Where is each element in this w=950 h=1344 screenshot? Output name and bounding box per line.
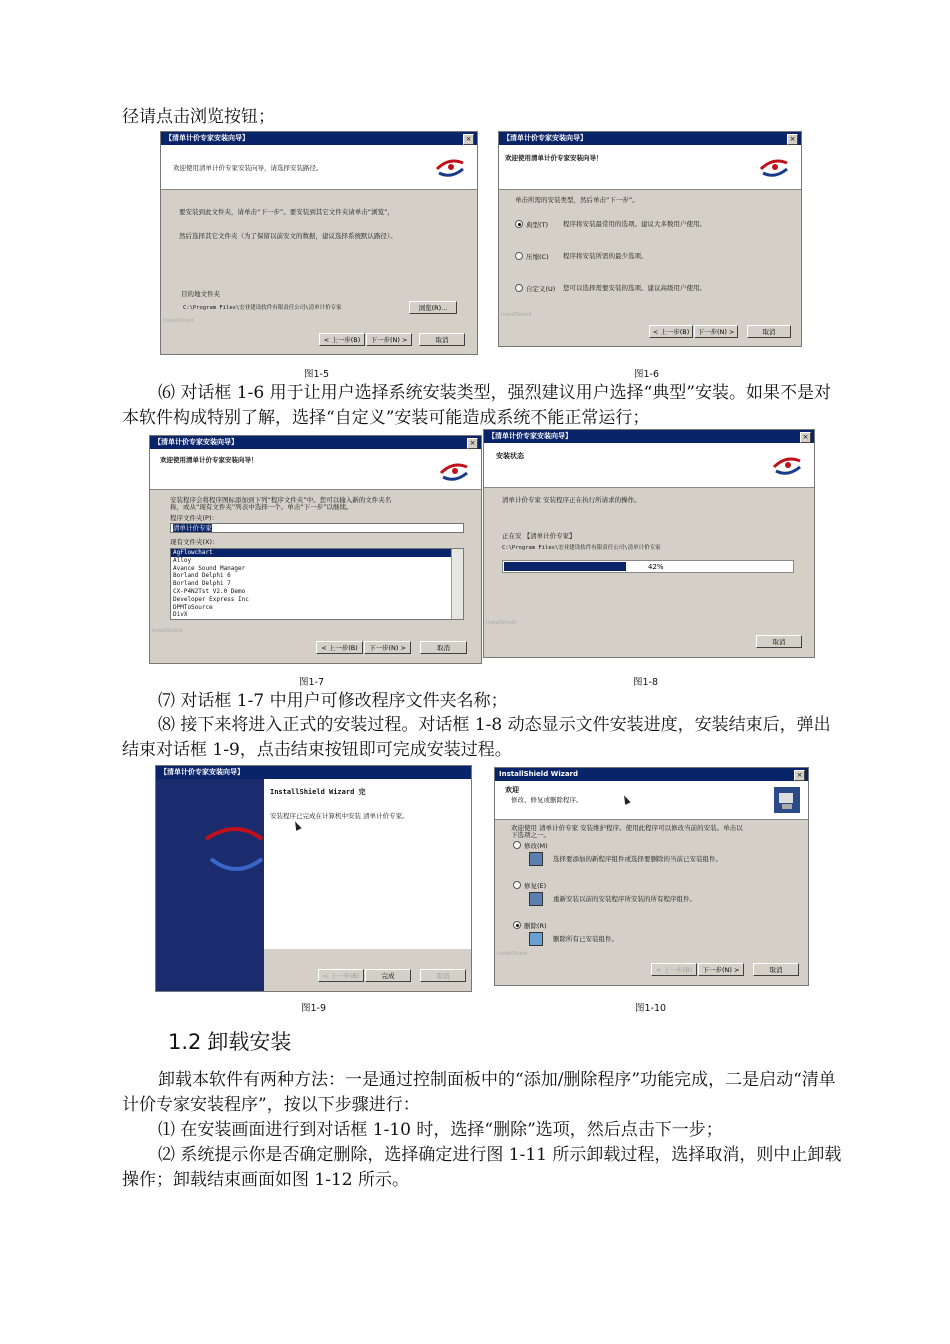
header-text: 欢迎使用清单计价专家安装向导！	[505, 154, 603, 162]
header-text: 欢迎使用清单计价专家安装向导！	[160, 456, 258, 464]
section-heading	[168, 1028, 291, 1056]
next-button[interactable]: 下一步(N) >	[364, 641, 411, 654]
folder-list-item[interactable]: Borland Delphi 6	[173, 572, 231, 580]
radio-icon	[513, 881, 521, 889]
close-icon[interactable]: ×	[800, 432, 811, 443]
paragraph-uninstall-step-1: ⑴ 在安装画面进行到对话框 1-10 时，选择“删除”选项，然后点击下一步；	[158, 1120, 723, 1140]
browse-button[interactable]: 浏览(R)...	[409, 301, 457, 314]
repair-package-icon	[529, 892, 543, 906]
back-button[interactable]: < 上一步(B)	[316, 641, 363, 654]
destination-label: 目的地文件夹	[181, 290, 220, 298]
dialog-fig-1-8	[483, 429, 815, 658]
installshield-watermark: InstallShield	[501, 312, 532, 318]
next-button[interactable]: 下一步(N) >	[694, 325, 738, 338]
intro-line-2: 下选项之一。	[511, 831, 550, 839]
side-logo-icon	[156, 779, 264, 959]
instruction-line-2: 然后选择其它文件夹（为了保留以前安文的数据，建议选择系统默认路径）。	[179, 232, 397, 240]
title-bar	[484, 430, 814, 443]
folder-list-item[interactable]: Alloy	[173, 556, 192, 564]
header-text: 安装状态	[496, 452, 524, 460]
existing-folders-list[interactable]	[170, 548, 464, 620]
paragraph-uninstall-step-2: ⑵ 系统提示你是否确定删除，选择确定进行图 1-11 所示卸载过程，选择取消，则中止卸载操作；卸载结束画面如图 1-12 所示。	[122, 1145, 842, 1190]
program-folder-input[interactable]	[170, 523, 464, 533]
window-title: 【清单计价专家安装向导】	[488, 432, 572, 440]
destination-path: C:\Program Files\宏业建设软件有限责任公司\清单计价专家	[183, 305, 342, 311]
caption-fig-1-8: 图1-8	[633, 677, 659, 688]
dialog-fig-1-10	[494, 767, 809, 986]
section-number: 1.2	[168, 1030, 202, 1054]
folder-list-item[interactable]: Developer Express Inc	[173, 595, 249, 603]
program-folder-label: 程序文件夹(P)：	[170, 514, 218, 522]
intro-line-1: 欢迎使用 清单计价专家 安装维护程序。使用此程序可以修改当前的安装。单击以	[511, 824, 743, 832]
paragraph-step-6: ⑹ 对话框 1-6 用于让用户选择系统安装类型，强烈建议用户选择“典型”安装。如果不是对本软件构成特别了解，选择“自定义”安装可能造成系统不能正常运行；	[122, 383, 831, 428]
repair-desc: 重新安装以前的安装程序所安装的所有程序组件。	[553, 895, 696, 903]
dialog-fig-1-6	[498, 131, 802, 347]
progress-percent: 42%	[648, 563, 664, 571]
finish-title: InstallShield Wizard 完	[270, 788, 366, 796]
header-text: 欢迎	[505, 786, 519, 794]
cancel-button[interactable]: 取消	[747, 325, 791, 338]
back-button[interactable]: < 上一步(B)	[318, 969, 364, 982]
modify-desc: 选择要添加的新程序组件或选择要删除的当前已安装组件。	[553, 855, 722, 863]
cancel-button[interactable]: 取消	[753, 963, 799, 976]
folder-list-item[interactable]: Avance Sound Manager	[173, 564, 246, 572]
paragraph-uninstall-intro: 卸载本软件有两种方法：一是通过控制面板中的“添加/删除程序”功能完成，二是启动“清单计价专家安装程序”，按以下步骤进行：	[122, 1070, 836, 1115]
wizard-header	[499, 145, 801, 190]
wizard-header	[161, 145, 477, 190]
back-button[interactable]: < 上一步(B)	[319, 333, 365, 346]
next-button[interactable]: 下一步(N) >	[698, 963, 744, 976]
type-typical-option[interactable]: 典型(T)	[515, 220, 548, 230]
radio-icon	[515, 284, 523, 292]
finish-text: 安装程序已完成在计算机中安装 清单计价专家。	[270, 812, 409, 820]
wizard-header	[484, 443, 814, 488]
window-title: 【清单计价专家安装向导】	[154, 438, 238, 446]
modify-package-icon	[529, 852, 543, 866]
title-bar	[495, 768, 808, 781]
window-title: InstallShield Wizard	[499, 770, 579, 778]
folder-list-item[interactable]: CX-P4N2Tst V2.0 Demo	[173, 587, 246, 595]
caption-fig-1-6: 图1-6	[634, 369, 660, 380]
list-scrollbar[interactable]	[451, 549, 463, 619]
caption-fig-1-10: 图1-10	[635, 1003, 667, 1014]
title-bar	[499, 132, 801, 145]
mouse-cursor-icon	[292, 820, 301, 831]
paragraph-step-7: ⑺ 对话框 1-7 中用户可修改程序文件夹名称；	[158, 691, 508, 711]
paragraph-browse-hint: 径请点击浏览按钮；	[122, 107, 275, 127]
cancel-button[interactable]: 取消	[756, 635, 802, 648]
radio-icon	[513, 841, 521, 849]
header-text: 欢迎使用清单计价专家安装向导，请选择安装路径。	[173, 164, 323, 172]
wizard-header	[495, 781, 808, 820]
finish-panel	[264, 779, 471, 949]
instruction-line-2: 称，或从“现有文件夹”列表中选择一个。单击“下一步”以继续。	[170, 503, 353, 511]
instruction-line-1: 安装程序会将程序图标添加到下列“程序文件夹”中。您可以输入新的文件夹名	[170, 496, 392, 504]
company-logo-icon	[437, 457, 471, 485]
radio-icon	[515, 252, 523, 260]
title-bar	[156, 766, 471, 779]
wizard-header	[150, 449, 481, 490]
finish-button[interactable]: 完成	[365, 969, 411, 982]
company-logo-icon	[757, 153, 791, 181]
mouse-cursor-icon	[621, 794, 630, 805]
cancel-button[interactable]: 取消	[419, 333, 465, 346]
close-icon[interactable]: ×	[467, 438, 478, 449]
folder-list-item[interactable]: Borland Delphi 7	[173, 580, 231, 588]
window-title: 【清单计价专家安装向导】	[165, 134, 249, 142]
instruction-line-1: 要安装到此文件夹，请单击“下一步”。要安装到其它文件夹请单击“浏览”，	[179, 208, 394, 216]
next-button[interactable]: 下一步(N) >	[366, 333, 412, 346]
dialog-fig-1-5	[160, 131, 478, 355]
title-bar	[150, 436, 481, 449]
installshield-watermark: InstallShield	[152, 628, 183, 634]
folder-list-item[interactable]: DPMToSource	[173, 603, 213, 611]
caption-fig-1-9: 图1-9	[301, 1003, 327, 1014]
install-path: C:\Program Files\宏业建设软件有限责任公司\清单计价专家	[502, 545, 661, 551]
window-title: 【清单计价专家安装向导】	[503, 134, 587, 142]
type-custom-desc: 您可以选择需要安装的选项。建议高级用户使用。	[563, 284, 706, 292]
installshield-watermark: InstallShield	[497, 951, 528, 957]
dialog-fig-1-7	[149, 435, 482, 664]
remove-option[interactable]: 删除(R)	[513, 921, 547, 931]
type-compact-desc: 程序将安装所需的最少选项。	[563, 252, 648, 260]
title-bar	[161, 132, 477, 145]
existing-folders-label: 现有文件夹(X)：	[170, 538, 219, 546]
type-typical-desc: 程序将安装最常用的选项。建议大多数用户使用。	[563, 220, 706, 228]
dialog-fig-1-9	[155, 765, 472, 992]
window-title: 【清单计价专家安装向导】	[160, 768, 244, 776]
installing-text: 正在安 【清单计价专家】	[502, 532, 576, 540]
type-prompt: 单击所需的安装类型，然后单击“下一步”。	[515, 196, 639, 204]
installshield-watermark: InstallShield	[486, 620, 517, 626]
cancel-button[interactable]: 取消	[420, 641, 467, 654]
section-title: 卸载安装	[207, 1030, 292, 1054]
header-subtext: 修改、修复或删除程序。	[511, 796, 583, 804]
radio-selected-icon	[513, 921, 521, 929]
type-compact-option[interactable]: 压缩(C)	[515, 252, 549, 262]
installshield-watermark: InstallShield	[163, 318, 194, 324]
close-icon[interactable]: ×	[787, 134, 798, 145]
type-custom-option[interactable]: 自定义(U)	[515, 284, 555, 294]
caption-fig-1-7: 图1-7	[299, 677, 325, 688]
cancel-button[interactable]: 取消	[420, 969, 466, 982]
back-button[interactable]: < 上一步(B)	[651, 963, 697, 976]
remove-recycle-icon	[529, 932, 543, 946]
repair-option[interactable]: 修复(E)	[513, 881, 546, 891]
folder-list-item[interactable]: DivX	[173, 611, 188, 619]
wizard-side-banner	[156, 779, 264, 991]
remove-desc: 删除所有已安装组件。	[553, 935, 618, 943]
back-button[interactable]: < 上一步(B)	[649, 325, 693, 338]
company-logo-icon	[770, 451, 804, 479]
modify-option[interactable]: 修改(M)	[513, 841, 548, 851]
close-icon[interactable]: ×	[463, 134, 474, 145]
caption-fig-1-5: 图1-5	[304, 369, 330, 380]
computer-setup-icon	[772, 785, 802, 815]
radio-selected-icon	[515, 220, 523, 228]
install-progress-bar	[502, 560, 794, 573]
progress-fill	[504, 562, 626, 571]
company-logo-icon	[433, 153, 467, 181]
paragraph-step-8: ⑻ 接下来将进入正式的安装过程。对话框 1-8 动态显示文件安装进度，安装结束后，弹出结束对话框 1-9，点击结束按钮即可完成安装过程。	[122, 715, 831, 760]
status-text: 清单计价专家 安装程序正在执行所请求的操作。	[502, 496, 641, 504]
program-folder-value: 清单计价专家	[173, 524, 212, 532]
close-icon[interactable]: ×	[794, 770, 805, 781]
folder-list-item[interactable]: AgFlowchart	[171, 549, 463, 557]
